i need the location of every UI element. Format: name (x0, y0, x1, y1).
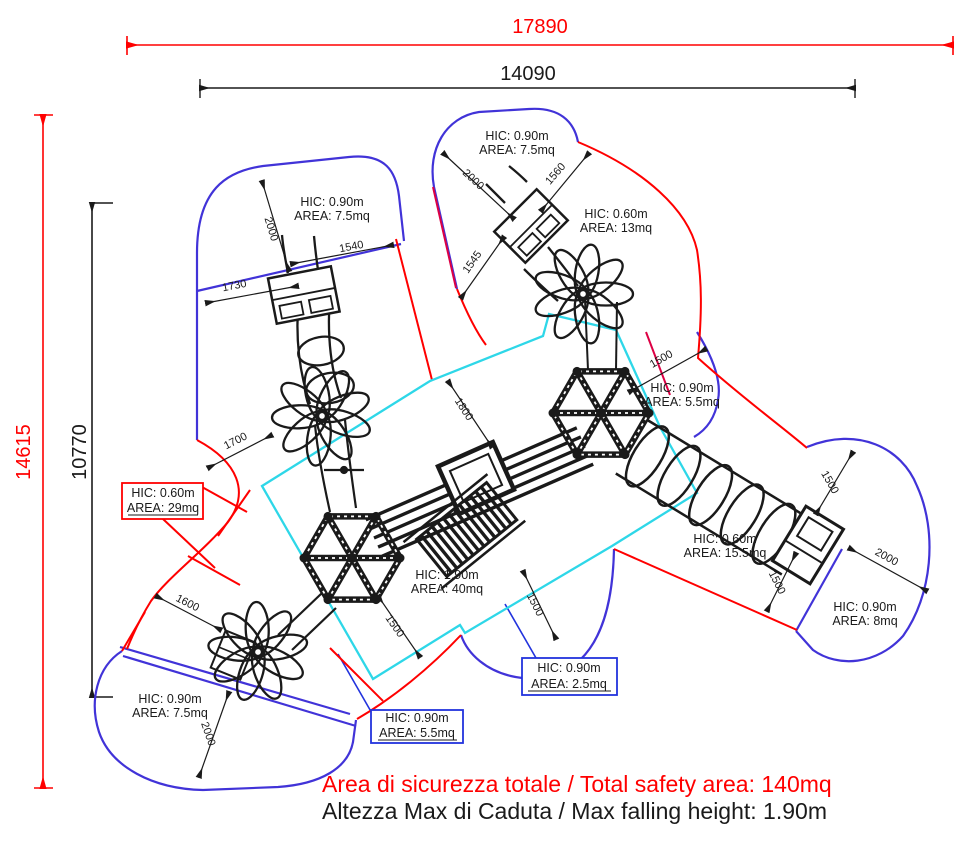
tunnel-end-platform (773, 506, 844, 584)
svg-text:AREA: 7.5mq: AREA: 7.5mq (294, 209, 370, 223)
flower-climber-top (532, 243, 633, 345)
svg-text:AREA: 29mq: AREA: 29mq (126, 501, 200, 515)
hic-label-top-left (294, 195, 370, 223)
svg-text:AREA: 13mq: AREA: 13mq (579, 221, 653, 235)
svg-text:HIC: 0.90m: HIC: 0.90m (485, 129, 549, 143)
svg-text:HIC: 0.90m: HIC: 0.90m (138, 692, 202, 706)
dim-label: 1500 (647, 348, 676, 371)
outer-width-dimension (127, 16, 953, 55)
dim-label: 1540 (338, 238, 365, 256)
hic-label-right-upper (644, 381, 720, 409)
dim-label: 2000 (261, 215, 281, 243)
dim-label: 2000 (872, 546, 901, 569)
svg-text:AREA: 5.5mq: AREA: 5.5mq (644, 395, 720, 409)
svg-text:AREA: 7.5mq: AREA: 7.5mq (132, 706, 208, 720)
dim-label: 1800 (451, 395, 476, 423)
inner-width-value: 14090 (500, 63, 556, 85)
svg-text:AREA: 5.5mq: AREA: 5.5mq (379, 726, 455, 740)
svg-text:HIC: 0.90m: HIC: 0.90m (833, 600, 897, 614)
hic-label-top-right (580, 207, 652, 235)
svg-text:HIC: 0.90m: HIC: 0.90m (300, 195, 364, 209)
hex-tower-left (300, 512, 405, 604)
hic-box-blue-5-5mq (371, 710, 463, 743)
hic-box-blue-2-5mq (522, 658, 617, 695)
max-falling-height-text: Altezza Max di Caduta / Max falling height: 1.90m (322, 798, 827, 824)
svg-text:HIC: 0.90m: HIC: 0.90m (650, 381, 714, 395)
svg-text:HIC: 0.60m: HIC: 0.60m (693, 532, 757, 546)
dim-label: 1500 (765, 569, 788, 597)
outer-height-value: 14615 (13, 424, 35, 480)
svg-text:AREA: 7.5mq: AREA: 7.5mq (479, 143, 555, 157)
svg-text:HIC: 0.90m: HIC: 0.90m (537, 661, 601, 675)
svg-text:AREA: 8mq: AREA: 8mq (832, 614, 898, 628)
inner-width-dimension (200, 63, 855, 98)
dim-label: 1700 (222, 430, 250, 453)
outer-width-value: 17890 (512, 16, 568, 38)
outer-height-dimension (13, 115, 53, 788)
dim-label: 1560 (543, 160, 569, 188)
inner-height-value: 10770 (69, 424, 91, 480)
dim-label: 1500 (523, 591, 546, 619)
dim-label: 1730 (221, 277, 248, 295)
svg-text:HIC: 0.90m: HIC: 0.90m (385, 711, 449, 725)
flower-climber-bottom (198, 591, 318, 712)
flower-climber-left (258, 352, 386, 481)
svg-text:AREA: 15.5mq: AREA: 15.5mq (683, 546, 767, 560)
dim-label: 1500 (382, 612, 407, 640)
dim-label: 1500 (818, 468, 841, 497)
dim-label: 2000 (460, 167, 487, 193)
leader-box-2-5mq (505, 604, 536, 658)
dim-label: 1600 (173, 592, 201, 615)
svg-text:HIC: 1.90m: HIC: 1.90m (415, 568, 479, 582)
svg-text:HIC: 0.60m: HIC: 0.60m (584, 207, 648, 221)
hic-label-bottom-right (832, 600, 897, 628)
svg-text:AREA: 40mq: AREA: 40mq (410, 582, 484, 596)
dim-label: 2000 (198, 720, 218, 748)
svg-text:AREA: 2.5mq: AREA: 2.5mq (531, 677, 607, 691)
svg-text:HIC: 0.60m: HIC: 0.60m (131, 486, 195, 500)
inner-height-dimension (69, 203, 113, 697)
hic-label-center (411, 568, 483, 596)
safety-area-blue-outline (95, 109, 930, 790)
dim-label: 1545 (460, 248, 485, 276)
tube-flower-top-to-tower (585, 300, 617, 370)
hic-box-red-29mq (122, 483, 203, 519)
hic-label-top-center (479, 129, 555, 157)
hic-label-bottom-left (132, 692, 208, 720)
total-safety-area-text: Area di sicurezza totale / Total safety area: 140mq (322, 771, 832, 797)
hic-label-right-lower (684, 532, 767, 560)
